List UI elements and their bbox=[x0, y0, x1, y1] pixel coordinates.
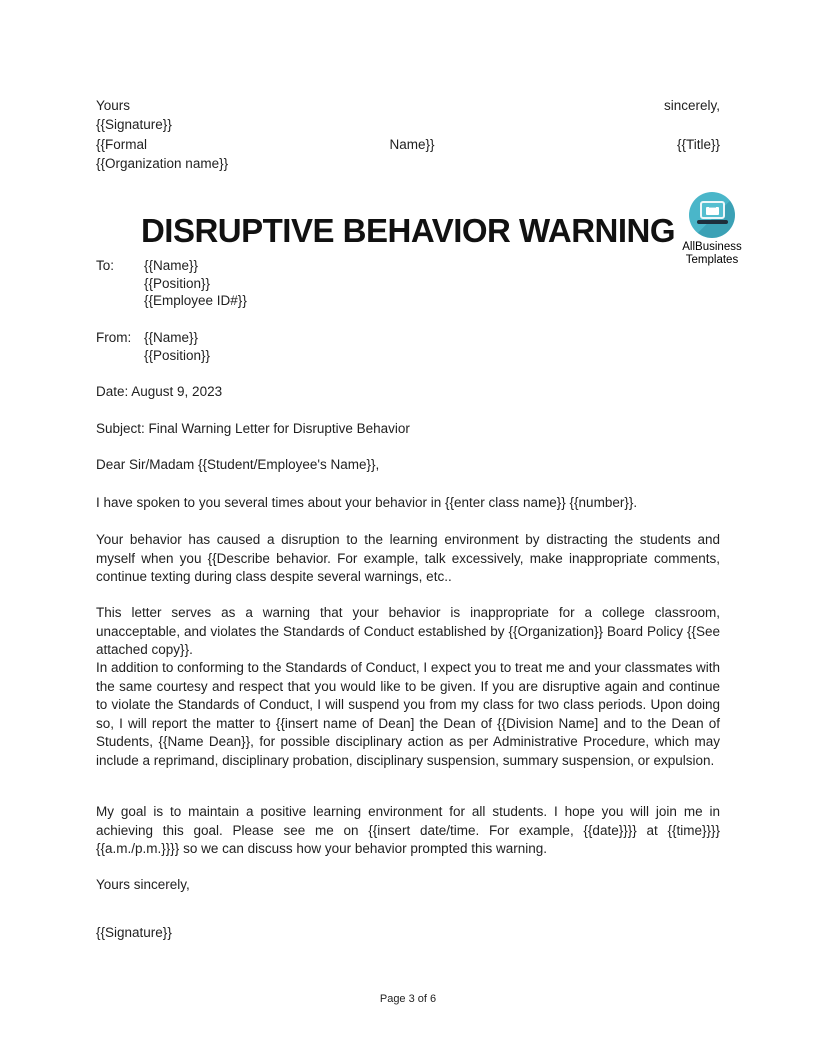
formal-name-mid: Name}} bbox=[389, 136, 435, 152]
title-placeholder: {{Title}} bbox=[676, 136, 720, 152]
recipient-label: To: bbox=[96, 258, 115, 273]
recipient-position-placeholder: {{Position}} bbox=[144, 275, 211, 291]
closing-valediction-line bbox=[96, 96, 720, 115]
recipient-lines bbox=[144, 257, 247, 310]
valediction-word-left: Yours bbox=[96, 98, 131, 113]
logo-caption-line1: AllBusiness bbox=[682, 241, 742, 253]
subject-line: Subject: Final Warning Letter for Disruptive Behavior bbox=[96, 421, 410, 436]
organization-name-placeholder: {{Organization name}} bbox=[96, 155, 229, 171]
body-paragraph-3: This letter serves as a warning that your behavior is inappropriate for a college classroom, unacceptable, and violates the Standards of Conduct established by {{Organization}} Board Policy {{See attached copy}}. bbox=[96, 605, 720, 657]
laptop-logo-icon bbox=[689, 192, 735, 238]
body-paragraph-1: I have spoken to you several times about your behavior in {{enter class name}} {{number}}. bbox=[96, 495, 638, 510]
sender-block bbox=[96, 329, 720, 364]
page-number-footer: Page 3 of 6 bbox=[379, 993, 437, 1005]
recipient-employee-id-placeholder: {{Employee ID#}} bbox=[144, 293, 247, 309]
laptop-base-shape bbox=[697, 220, 728, 224]
laptop-screen-shape bbox=[700, 201, 725, 219]
recipient-block bbox=[96, 257, 720, 310]
allbusiness-templates-logo bbox=[678, 192, 746, 267]
date-line: Date: August 9, 2023 bbox=[96, 384, 223, 399]
previous-letter-closing bbox=[96, 96, 720, 173]
salutation: Dear Sir/Madam {{Student/Employee's Name}}, bbox=[96, 457, 380, 472]
logo-caption-line2: Templates bbox=[685, 254, 739, 266]
valediction-word-right: sincerely, bbox=[663, 98, 720, 113]
signature-placeholder: {{Signature}} bbox=[96, 117, 172, 133]
sender-position-placeholder: {{Position}} bbox=[144, 347, 211, 363]
page-title: DISRUPTIVE BEHAVIOR WARNING bbox=[140, 212, 676, 250]
formal-name-left: {{Formal bbox=[96, 136, 148, 152]
body-paragraph-2: Your behavior has caused a disruption to the learning environment by distracting the students and myself when you {{Describe behavior. For example, talk excessively, make inappropriate comments, continue texting during class despite several warnings, etc.. bbox=[96, 532, 720, 584]
recipient-name-placeholder: {{Name}} bbox=[144, 258, 199, 273]
name-title-line bbox=[96, 135, 720, 154]
laptop-document-line bbox=[709, 207, 716, 208]
closing-valediction: Yours sincerely, bbox=[96, 877, 190, 892]
body-paragraph-4: In addition to conforming to the Standards of Conduct, I expect you to treat me and your classmates with the same courtesy and respect that you would like to be given. If you are disruptive again and continue to violate the Standards of Conduct, I will suspend you from my class for two class periods. Upon doing so, I will report the matter to {{insert name of Dean] the Dean of {{Division Name] and to the Dean of Students, {{Name Dean}}, for possible disciplinary action as per Administrative Procedure, which may include a reprimand, disciplinary probation, disciplinary suspension, summary suspension, or expulsion. bbox=[96, 660, 720, 768]
signature-placeholder-bottom: {{Signature}} bbox=[96, 925, 172, 940]
body-paragraph-5: My goal is to maintain a positive learning environment for all students. I hope you will join me in achieving this goal. Please see me on {{insert date/time. For example, {{date}}}} at {{time}}}} {{a.m./p.m.}}}} so we can discuss how your behavior prompted this warning. bbox=[96, 804, 720, 856]
sender-name-placeholder: {{Name}} bbox=[144, 330, 199, 345]
sender-label: From: bbox=[96, 330, 132, 345]
sender-lines bbox=[144, 329, 210, 364]
laptop-document-shape bbox=[706, 207, 719, 215]
